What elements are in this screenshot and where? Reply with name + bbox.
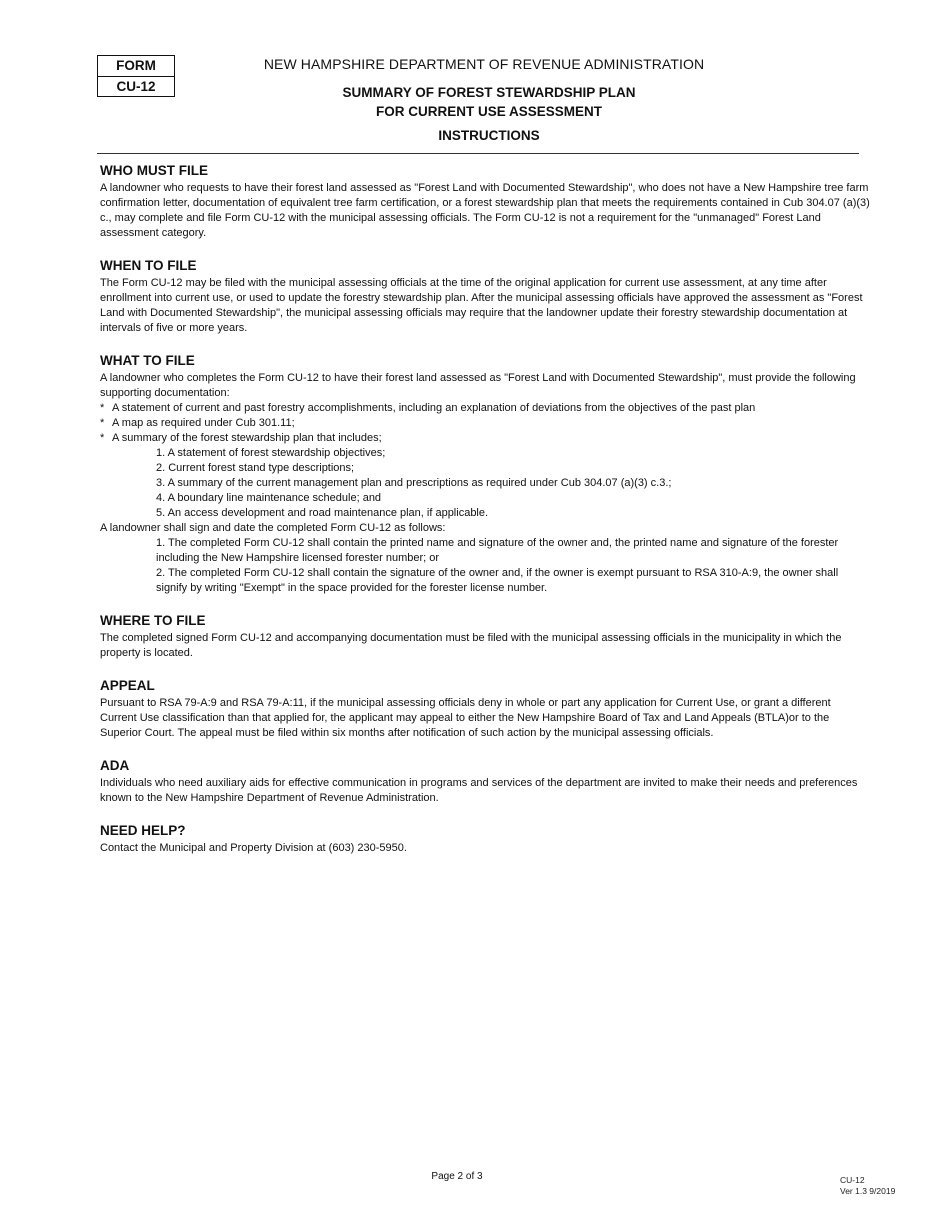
agency-name: NEW HAMPSHIRE DEPARTMENT OF REVENUE ADMINISTRATION [263, 56, 705, 72]
list-item: 1. A statement of forest stewardship objectives; [156, 447, 386, 459]
section-text: Pursuant to RSA 79-A:9 and RSA 79-A:11, if the municipal assessing officials deny in whole or part any application for Current Use, or grant a different Current Use classification than that applied for, the applicant may appeal to either the New Hampshire Board of Tax and Land Appeals (BTLA)or to the Superior Court. The appeal must be filed within six months after notification of such action by the municipal assessing officials. [100, 697, 831, 739]
list-item: 2. Current forest stand type descriptions; [156, 462, 355, 474]
section-heading: NEED HELP? [100, 823, 186, 838]
document-subtitle: INSTRUCTIONS [438, 128, 540, 143]
section-what-to-file [100, 352, 870, 596]
list-item: * A map as required under Cub 301.11; [100, 417, 295, 429]
list-item: 5. An access development and road maintenance plan, if applicable. [156, 507, 489, 519]
signing-intro: A landowner shall sign and date the completed Form CU-12 as follows: [100, 522, 446, 534]
section-text: A landowner who requests to have their forest land assessed as "Forest Land with Documented Stewardship", who does not have a New Hampshire tree farm confirmation letter, documentation of equivalent tree farm certification, or a forest stewardship plan that meets the requirements contained in Cub 304.07 (a)(3) c., may complete and file Form CU-12 with the municipal assessing officials. The Form CU-12 is not a requirement for the "unmanaged" Forest Land assessment category. [100, 182, 870, 239]
list-item: 3. A summary of the current management plan and prescriptions as required under Cub 304.07 (a)(3) c.3.; [156, 477, 672, 489]
section-when-to-file [100, 257, 870, 336]
section-ada [100, 757, 870, 806]
bullet-marker: * [100, 402, 105, 414]
section-who-must-file [100, 162, 870, 241]
section-heading: WHAT TO FILE [100, 353, 195, 368]
section-heading: WHEN TO FILE [100, 258, 197, 273]
form-number: CU-12 [98, 76, 174, 96]
list-item: 2. The completed Form CU-12 shall contain the signature of the owner and, if the owner is exempt pursuant to RSA 310-A:9, the owner shall signify by writing "Exempt" in the space provided for the forester license number. [156, 567, 839, 594]
section-need-help [100, 822, 870, 856]
section-heading: APPEAL [100, 678, 155, 693]
section-heading: WHO MUST FILE [100, 163, 208, 178]
list-item: * A summary of the forest stewardship plan that includes; [100, 432, 382, 444]
document-title-line1: SUMMARY OF FOREST STEWARDSHIP PLAN [342, 85, 636, 100]
form-version [840, 1175, 895, 1197]
section-heading: ADA [100, 758, 130, 773]
section-intro: A landowner who completes the Form CU-12 to have their forest land assessed as "Forest Land with Documented Stewardship", must provide the following supporting documentation: [100, 372, 856, 399]
section-heading: WHERE TO FILE [100, 613, 206, 628]
list-item: * A statement of current and past forestry accomplishments, including an explanation of deviations from the objectives of the past plan [100, 402, 756, 414]
section-text: Individuals who need auxiliary aids for effective communication in programs and services of the department are invited to make their needs and preferences known to the New Hampshire Department of Revenue Administration. [100, 777, 858, 804]
instructions-body [100, 162, 870, 872]
list-item: 1. The completed Form CU-12 shall contain the printed name and signature of the owner and, the printed name and signature of the forester including the New Hampshire licensed forester number; or [156, 537, 839, 564]
bullet-marker: * [100, 432, 105, 444]
header-divider [97, 153, 859, 154]
section-where-to-file [100, 612, 870, 661]
page-number: Page 2 of 3 [431, 1171, 483, 1182]
section-text: The Form CU-12 may be filed with the municipal assessing officials at the time of the original application for current use assessment, at any time after enrollment into current use, or used to update the forestry stewardship plan. After the municipal assessing officials have approved the assessment as "Forest Land with Documented Stewardship", the municipal assessing officials may require that the landowner update their forestry stewardship documentation at intervals of five or more years. [100, 277, 863, 334]
section-text: The completed signed Form CU-12 and accompanying documentation must be filed with the municipal assessing officials in the municipality in which the property is located. [100, 632, 842, 659]
footer-form-code: CU-12 [840, 1175, 865, 1185]
stewardship-plan-items [100, 446, 870, 521]
list-item: 4. A boundary line maintenance schedule; and [156, 492, 382, 504]
form-label: FORM [116, 58, 156, 73]
documentation-list [100, 401, 870, 446]
signing-requirements [100, 536, 870, 596]
section-appeal [100, 677, 870, 741]
bullet-marker: * [100, 417, 105, 429]
section-text: Contact the Municipal and Property Division at (603) 230-5950. [100, 842, 407, 854]
document-title-line2: FOR CURRENT USE ASSESSMENT [375, 104, 603, 119]
footer-version: Ver 1.3 9/2019 [840, 1186, 896, 1196]
